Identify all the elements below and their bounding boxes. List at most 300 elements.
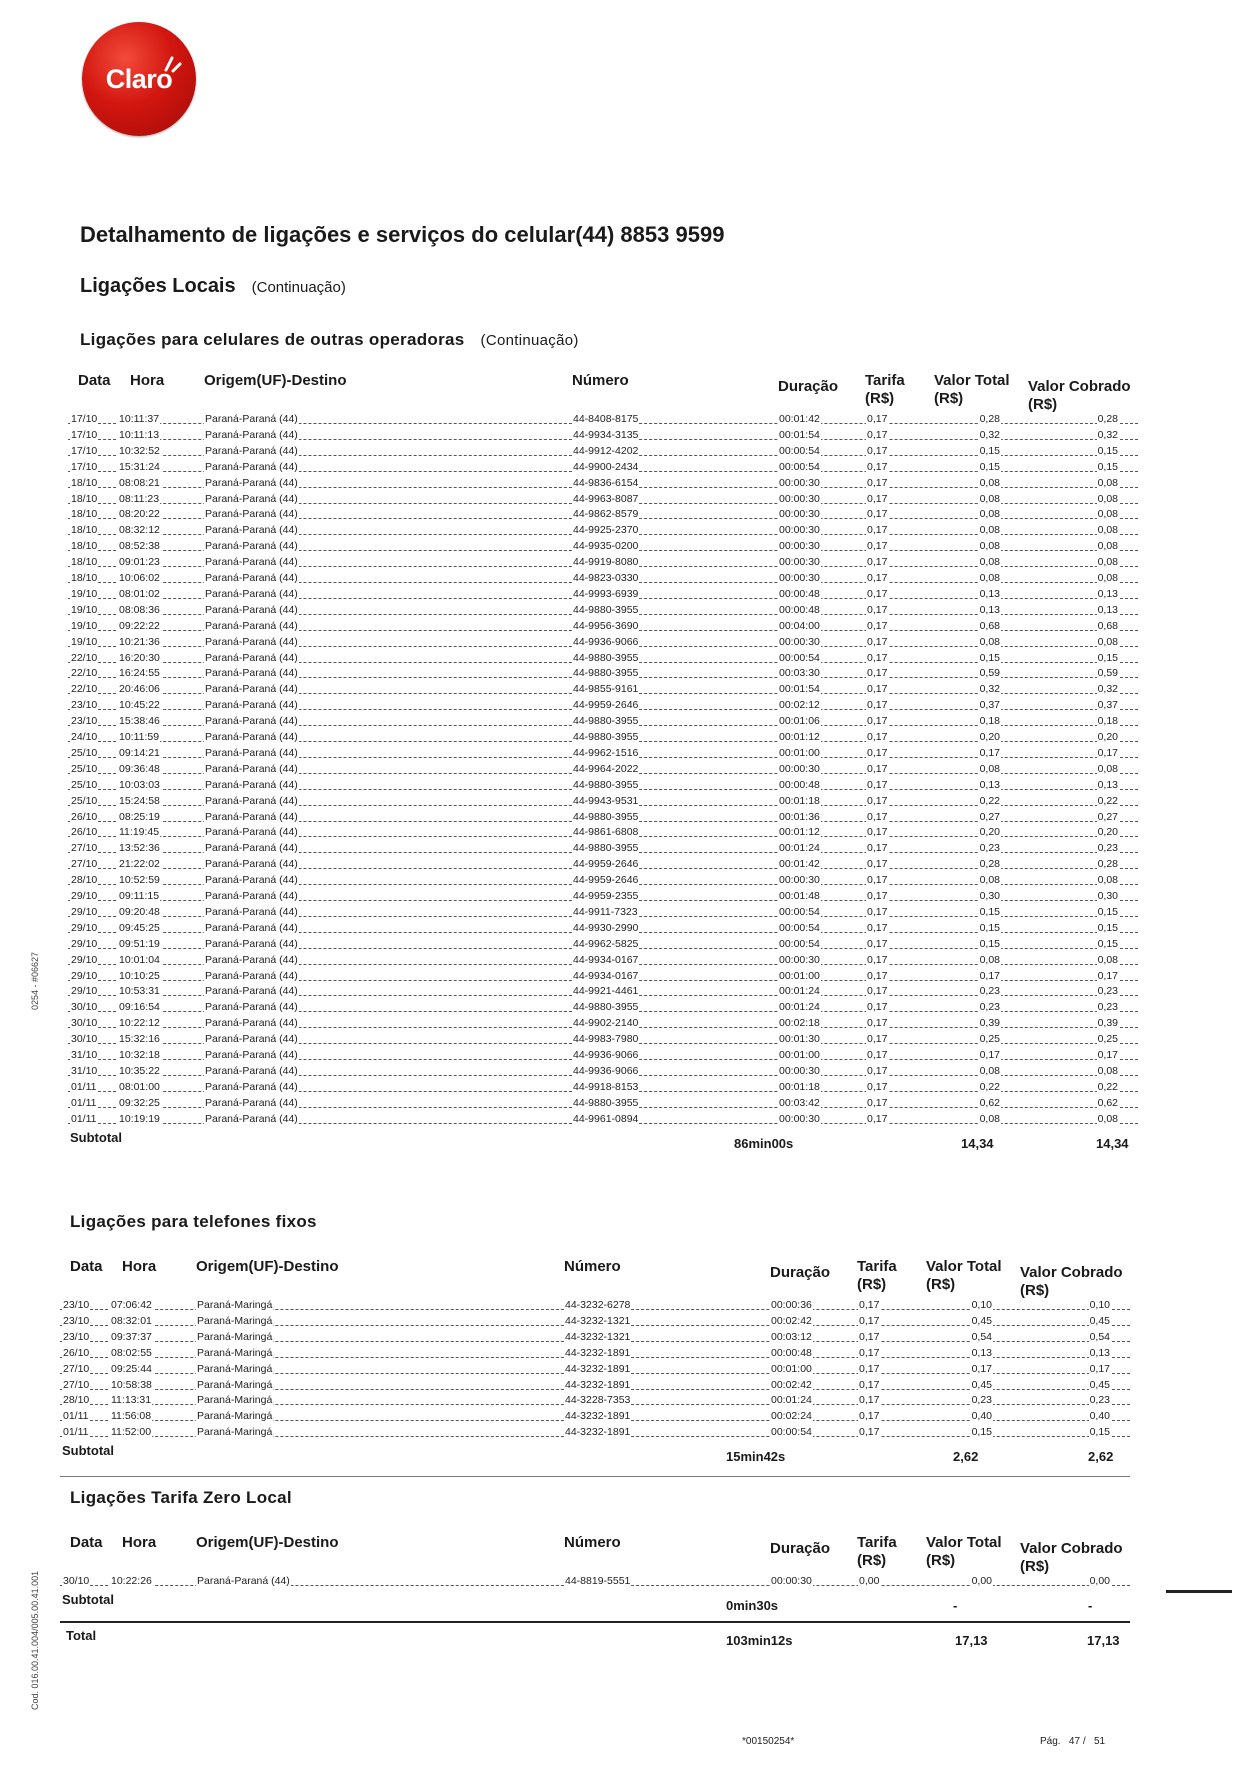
cell-tarifa: 0,17: [867, 858, 888, 871]
cell-cobrado: 0,30: [1097, 890, 1118, 902]
cell-total: 0,23: [979, 1001, 1000, 1014]
cell-duracao: 00:01:24: [779, 842, 820, 855]
cell-total: 0,45: [971, 1314, 992, 1327]
cell-origem: Paraná-Paraná (44): [205, 715, 298, 728]
cell-duracao: 00:00:54: [779, 921, 820, 934]
cell-origem: Paraná-Paraná (44): [205, 619, 298, 632]
cell-data: 22/10: [71, 683, 98, 696]
cell-hora: 08:20:22: [119, 508, 160, 521]
cell-data: 23/10: [63, 1299, 90, 1311]
table-row: [68, 1112, 1138, 1128]
cell-data: 23/10: [71, 715, 98, 728]
cell-cobrado: 0,15: [1097, 444, 1118, 457]
cell-duracao: 00:00:54: [779, 651, 820, 664]
table-row: [68, 555, 1138, 571]
cell-total: 0,08: [979, 635, 1000, 648]
cell-numero: 44-9934-3135: [573, 428, 639, 441]
cell-origem: Paraná-Paraná (44): [205, 921, 298, 934]
table-row: [68, 1016, 1138, 1032]
cell-origem: Paraná-Maringá: [197, 1346, 273, 1359]
column-header-hora: Hora: [122, 1258, 157, 1275]
table-row: [68, 746, 1138, 762]
cell-tarifa: 0,17: [859, 1314, 880, 1327]
cell-hora: 09:32:25: [119, 1096, 160, 1109]
cell-duracao: 00:00:54: [779, 905, 820, 918]
cell-cobrado: 0,32: [1097, 683, 1118, 696]
cell-numero: 44-9823-0330: [573, 572, 639, 584]
cell-numero: 44-9880-3955: [573, 1096, 639, 1109]
cell-total: 0,23: [979, 842, 1000, 855]
cell-data: 01/11: [63, 1426, 89, 1439]
table-row: [68, 507, 1138, 523]
cell-tarifa: 0,17: [867, 921, 888, 934]
total-label: Total: [66, 1628, 97, 1643]
cell-duracao: 00:02:12: [779, 699, 820, 712]
cell-duracao: 00:00:30: [779, 508, 820, 521]
cell-origem: Paraná-Paraná (44): [205, 524, 298, 537]
subsection-mobile-title: Ligações para celulares de outras operadoras (Continuação): [80, 330, 579, 349]
cell-data: 27/10: [71, 842, 98, 855]
table-row: [68, 873, 1138, 889]
cell-origem: Paraná-Paraná (44): [205, 953, 298, 966]
cell-cobrado: 0,62: [1097, 1096, 1118, 1109]
cell-cobrado: 0,54: [1089, 1330, 1110, 1343]
page-number: Pág. 47 / 51: [1040, 1736, 1106, 1747]
cell-hora: 10:52:59: [119, 874, 160, 887]
cell-total: 0,08: [979, 1064, 1000, 1077]
cell-duracao: 00:03:42: [779, 1096, 820, 1109]
cell-data: 17/10: [71, 460, 98, 473]
table-row: [68, 682, 1138, 698]
cell-numero: 44-3232-1891: [565, 1378, 631, 1391]
cell-total: 0,15: [971, 1426, 992, 1439]
cell-cobrado: 0,08: [1097, 1064, 1118, 1077]
table-row: [68, 794, 1138, 810]
table-row: [68, 476, 1138, 492]
cell-numero: 44-9861-6808: [573, 826, 639, 839]
cell-hora: 11:56:08: [111, 1410, 152, 1423]
cell-hora: 08:01:02: [119, 587, 160, 600]
cell-cobrado: 0,08: [1097, 556, 1118, 569]
cell-tarifa: 0,17: [867, 444, 888, 457]
column-header-data: Data: [70, 1258, 103, 1275]
cell-numero: 44-9962-5825: [573, 937, 639, 950]
cell-total: 0,15: [979, 921, 1000, 934]
cell-numero: 44-9912-4202: [573, 444, 639, 457]
cell-tarifa: 0,17: [867, 731, 888, 743]
cell-total: 0,20: [979, 826, 1000, 839]
cell-total: 0,45: [971, 1378, 992, 1391]
cell-duracao: 00:01:54: [779, 683, 820, 696]
cell-tarifa: 0,17: [867, 460, 888, 473]
cell-origem: Paraná-Paraná (44): [205, 731, 298, 743]
cell-cobrado: 0,08: [1097, 572, 1118, 584]
cell-tarifa: 0,17: [867, 1112, 888, 1125]
cell-tarifa: 0,17: [867, 1080, 888, 1093]
cell-hora: 09:01:23: [119, 556, 160, 569]
cell-hora: 10:22:26: [111, 1575, 152, 1587]
cell-origem: Paraná-Paraná (44): [205, 969, 298, 982]
cell-cobrado: 0,45: [1089, 1378, 1110, 1391]
cell-hora: 09:51:19: [119, 937, 160, 950]
cell-cobrado: 0,22: [1097, 794, 1118, 807]
cell-data: 24/10: [71, 731, 98, 743]
cell-cobrado: 0,20: [1097, 826, 1118, 839]
cell-origem: Paraná-Paraná (44): [205, 508, 298, 521]
cell-origem: Paraná-Paraná (44): [205, 587, 298, 600]
cell-data: 27/10: [71, 858, 98, 871]
cell-numero: 44-9902-2140: [573, 1017, 639, 1030]
cell-duracao: 00:00:30: [779, 953, 820, 966]
logo-signal-icon: [162, 54, 184, 74]
cell-hora: 11:19:45: [119, 826, 160, 839]
cell-cobrado: 0,23: [1089, 1394, 1110, 1407]
cell-total: 0,54: [971, 1330, 992, 1343]
column-header-total: Valor Total (R$): [934, 372, 1010, 407]
cell-origem: Paraná-Maringá: [197, 1314, 273, 1327]
cell-duracao: 00:01:24: [779, 1001, 820, 1014]
cell-tarifa: 0,17: [867, 826, 888, 839]
table-row: [68, 619, 1138, 635]
cell-data: 18/10: [71, 540, 98, 553]
table-row: [68, 412, 1138, 428]
cell-duracao: 00:01:54: [779, 428, 820, 441]
subtotal-label: Subtotal: [70, 1129, 122, 1145]
column-header-origem: Origem(UF)-Destino: [204, 372, 347, 389]
cell-numero: 44-9959-2646: [573, 874, 639, 887]
cell-total: 0,32: [979, 683, 1000, 696]
cell-numero: 44-9862-8579: [573, 508, 639, 521]
cell-duracao: 00:00:30: [779, 540, 820, 553]
cell-tarifa: 0,17: [867, 413, 888, 425]
cell-data: 27/10: [63, 1378, 90, 1391]
table-row: [60, 1378, 1130, 1394]
column-header-tarifa: Tarifa (R$): [865, 372, 905, 407]
cell-tarifa: 0,17: [867, 635, 888, 648]
cell-numero: 44-3232-1891: [565, 1426, 631, 1439]
cell-numero: 44-9880-3955: [573, 715, 639, 728]
cell-data: 30/10: [71, 1033, 98, 1046]
table-row: [68, 492, 1138, 508]
cell-tarifa: 0,17: [859, 1346, 880, 1359]
cell-numero: 44-3232-6278: [565, 1299, 631, 1311]
cell-tarifa: 0,17: [867, 969, 888, 982]
cell-origem: Paraná-Paraná (44): [205, 794, 298, 807]
cell-tarifa: 0,17: [867, 1001, 888, 1014]
cell-origem: Paraná-Paraná (44): [205, 651, 298, 664]
cell-origem: Paraná-Paraná (44): [205, 699, 298, 712]
cell-tarifa: 0,17: [867, 524, 888, 537]
table-row: [68, 444, 1138, 460]
column-header-total: Valor Total (R$): [926, 1534, 1002, 1569]
cell-data: 01/11: [71, 1112, 97, 1125]
total-value: 17,13: [955, 1633, 988, 1648]
column-header-duracao: Duração: [778, 378, 839, 395]
cell-tarifa: 0,17: [867, 762, 888, 775]
cell-numero: 44-9880-3955: [573, 810, 639, 823]
cell-total: 0,08: [979, 524, 1000, 537]
cell-numero: 44-3232-1891: [565, 1410, 631, 1423]
cell-numero: 44-9936-9066: [573, 1049, 639, 1061]
cell-data: 31/10: [71, 1049, 98, 1061]
cell-tarifa: 0,17: [867, 1033, 888, 1046]
cell-hora: 21:22:02: [119, 858, 160, 871]
cell-origem: Paraná-Paraná (44): [205, 1001, 298, 1014]
cell-hora: 09:11:15: [119, 890, 160, 902]
cell-origem: Paraná-Paraná (44): [205, 874, 298, 887]
cell-tarifa: 0,17: [867, 715, 888, 728]
cell-tarifa: 0,17: [859, 1299, 880, 1311]
cell-duracao: 00:00:30: [779, 524, 820, 537]
cell-total: 0,17: [979, 746, 1000, 759]
cell-total: 0,39: [979, 1017, 1000, 1030]
cell-cobrado: 0,13: [1097, 778, 1118, 791]
cell-duracao: 00:00:48: [779, 778, 820, 791]
cell-cobrado: 0,08: [1097, 635, 1118, 648]
cell-total: 0,15: [979, 905, 1000, 918]
cell-hora: 10:11:37: [119, 413, 160, 425]
cell-numero: 44-9959-2646: [573, 858, 639, 871]
cell-origem: Paraná-Paraná (44): [205, 1017, 298, 1030]
cell-numero: 44-9993-6939: [573, 587, 639, 600]
cell-duracao: 00:01:18: [779, 794, 820, 807]
cell-hora: 09:14:21: [119, 746, 160, 759]
cell-hora: 08:32:12: [119, 524, 160, 537]
cell-hora: 10:45:22: [119, 699, 160, 712]
table-row: [68, 889, 1138, 905]
cell-tarifa: 0,17: [867, 953, 888, 966]
barcode-text: *00150254*: [742, 1736, 795, 1747]
cell-origem: Paraná-Paraná (44): [205, 1080, 298, 1093]
cell-data: 30/10: [71, 1017, 98, 1030]
cell-numero: 44-9959-2646: [573, 699, 639, 712]
cell-data: 25/10: [71, 778, 98, 791]
cell-tarifa: 0,17: [867, 572, 888, 584]
table-row: [60, 1362, 1130, 1378]
table-row: [68, 603, 1138, 619]
cell-tarifa: 0,17: [859, 1410, 880, 1423]
cell-data: 29/10: [71, 985, 98, 998]
cell-origem: Paraná-Maringá: [197, 1299, 273, 1311]
cell-numero: 44-9919-8080: [573, 556, 639, 569]
column-header-numero: Número: [564, 1534, 621, 1551]
cell-total: 0,15: [979, 937, 1000, 950]
subtotal-duracao: 86min00s: [734, 1135, 794, 1151]
cell-duracao: 00:01:36: [779, 810, 820, 823]
table-row: [68, 651, 1138, 667]
cell-data: 25/10: [71, 794, 98, 807]
cell-hora: 10:32:18: [119, 1049, 160, 1061]
zero-tariff-table: [60, 1534, 1130, 1614]
subtotal-label: Subtotal: [62, 1591, 114, 1607]
cell-origem: Paraná-Paraná (44): [205, 428, 298, 441]
total-divider: [60, 1621, 1130, 1623]
column-header-duracao: Duração: [770, 1540, 831, 1557]
cell-data: 01/11: [63, 1410, 89, 1423]
cell-total: 0,08: [979, 476, 1000, 489]
subtotal-total: -: [953, 1597, 958, 1613]
cell-origem: Paraná-Paraná (44): [197, 1575, 290, 1587]
cell-tarifa: 0,17: [867, 683, 888, 696]
cell-cobrado: 0,45: [1089, 1314, 1110, 1327]
cell-total: 0,13: [979, 603, 1000, 616]
cell-hora: 08:08:36: [119, 603, 160, 616]
cell-tarifa: 0,17: [867, 810, 888, 823]
cell-duracao: 00:02:42: [771, 1378, 812, 1391]
cell-duracao: 00:00:54: [779, 444, 820, 457]
cell-duracao: 00:00:30: [779, 874, 820, 887]
cell-data: 01/11: [71, 1080, 97, 1093]
cell-origem: Paraná-Paraná (44): [205, 858, 298, 871]
cell-tarifa: 0,17: [867, 667, 888, 680]
cell-cobrado: 0,23: [1097, 985, 1118, 998]
cell-total: 0,28: [979, 858, 1000, 871]
column-header-tarifa: Tarifa (R$): [857, 1258, 897, 1293]
cell-data: 18/10: [71, 524, 98, 537]
cell-cobrado: 0,08: [1097, 476, 1118, 489]
cell-duracao: 00:00:48: [779, 603, 820, 616]
cell-origem: Paraná-Maringá: [197, 1410, 273, 1423]
cell-numero: 44-9936-9066: [573, 635, 639, 648]
column-header-tarifa: Tarifa (R$): [857, 1534, 897, 1569]
cell-cobrado: 0,23: [1097, 842, 1118, 855]
table-row: [68, 984, 1138, 1000]
cell-data: 19/10: [71, 587, 98, 600]
cell-numero: 44-9921-4461: [573, 985, 639, 998]
cell-tarifa: 0,17: [867, 794, 888, 807]
cell-data: 31/10: [71, 1064, 98, 1077]
cell-numero: 44-9880-3955: [573, 1001, 639, 1014]
column-header-hora: Hora: [130, 372, 165, 389]
cell-tarifa: 0,17: [867, 651, 888, 664]
page-title: Detalhamento de ligações e serviços do celular(44) 8853 9599: [80, 222, 725, 247]
cell-tarifa: 0,17: [867, 890, 888, 902]
table-row: [60, 1330, 1130, 1346]
cell-cobrado: 0,37: [1097, 699, 1118, 712]
cell-numero: 44-9943-9531: [573, 794, 639, 807]
cell-hora: 10:10:25: [119, 969, 160, 982]
cell-hora: 07:06:42: [111, 1299, 152, 1311]
cell-total: 0,28: [979, 413, 1000, 425]
column-header-numero: Número: [572, 372, 629, 389]
cell-data: 29/10: [71, 921, 98, 934]
cell-hora: 11:52:00: [111, 1426, 152, 1439]
cell-duracao: 00:01:06: [779, 715, 820, 728]
cell-data: 18/10: [71, 492, 98, 505]
cell-cobrado: 0,08: [1097, 953, 1118, 966]
cell-tarifa: 0,17: [867, 587, 888, 600]
cell-cobrado: 0,68: [1097, 619, 1118, 632]
subtotal-total: 2,62: [953, 1449, 979, 1465]
margin-mark: [1166, 1590, 1232, 1593]
table-row: [68, 460, 1138, 476]
table-row: [68, 1032, 1138, 1048]
cell-duracao: 00:01:42: [779, 858, 820, 871]
table-row: [68, 937, 1138, 953]
cell-cobrado: 0,17: [1097, 1049, 1118, 1061]
cell-data: 23/10: [63, 1314, 90, 1327]
column-header-numero: Número: [564, 1258, 621, 1275]
cell-total: 0,13: [979, 778, 1000, 791]
cell-hora: 09:37:37: [111, 1330, 152, 1343]
cell-duracao: 00:00:48: [779, 587, 820, 600]
cell-tarifa: 0,17: [867, 1096, 888, 1109]
cell-origem: Paraná-Paraná (44): [205, 746, 298, 759]
side-code-top: 0254 - #06627: [30, 951, 40, 1010]
column-header-data: Data: [70, 1534, 103, 1551]
cell-hora: 10:35:22: [119, 1064, 160, 1077]
cell-cobrado: 0,00: [1089, 1575, 1110, 1587]
cell-origem: Paraná-Maringá: [197, 1330, 273, 1343]
cell-cobrado: 0,08: [1097, 762, 1118, 775]
cell-total: 0,59: [979, 667, 1000, 680]
cell-numero: 44-9983-7980: [573, 1033, 639, 1046]
cell-cobrado: 0,32: [1097, 428, 1118, 441]
cell-cobrado: 0,17: [1097, 969, 1118, 982]
cell-hora: 08:08:21: [119, 476, 160, 489]
cell-numero: 44-3228-7353: [565, 1394, 631, 1407]
cell-origem: Paraná-Paraná (44): [205, 842, 298, 855]
cell-total: 0,08: [979, 953, 1000, 966]
cell-data: 29/10: [71, 905, 98, 918]
subsection-fixed-title: Ligações para telefones fixos: [70, 1212, 317, 1231]
cell-tarifa: 0,17: [867, 1017, 888, 1030]
table-row: [68, 571, 1138, 587]
cell-cobrado: 0,13: [1097, 587, 1118, 600]
cell-numero: 44-9961-0894: [573, 1112, 639, 1125]
cell-tarifa: 0,17: [867, 540, 888, 553]
cell-tarifa: 0,17: [859, 1394, 880, 1407]
cell-duracao: 00:04:00: [779, 619, 820, 632]
cell-hora: 10:53:31: [119, 985, 160, 998]
cell-cobrado: 0,08: [1097, 540, 1118, 553]
cell-cobrado: 0,15: [1089, 1426, 1110, 1439]
cell-hora: 08:11:23: [119, 492, 160, 505]
cell-origem: Paraná-Paraná (44): [205, 635, 298, 648]
cell-total: 0,08: [979, 540, 1000, 553]
cell-numero: 44-9934-0167: [573, 953, 639, 966]
cell-tarifa: 0,17: [867, 746, 888, 759]
cell-numero: 44-9925-2370: [573, 524, 639, 537]
cell-hora: 10:01:04: [119, 953, 160, 966]
cell-data: 19/10: [71, 603, 98, 616]
cell-numero: 44-9836-6154: [573, 476, 639, 489]
cell-total: 0,08: [979, 1112, 1000, 1125]
cell-duracao: 00:00:30: [779, 762, 820, 775]
cell-origem: Paraná-Paraná (44): [205, 683, 298, 696]
cell-data: 30/10: [63, 1575, 90, 1587]
cell-origem: Paraná-Paraná (44): [205, 444, 298, 457]
section-divider: [60, 1476, 1130, 1477]
cell-numero: 44-9880-3955: [573, 603, 639, 616]
cell-origem: Paraná-Paraná (44): [205, 1112, 298, 1125]
cell-tarifa: 0,17: [867, 556, 888, 569]
table-row: [68, 714, 1138, 730]
cell-cobrado: 0,15: [1097, 460, 1118, 473]
cell-origem: Paraná-Paraná (44): [205, 667, 298, 680]
cell-hora: 10:58:38: [111, 1378, 152, 1391]
cell-numero: 44-8819-5551: [565, 1575, 631, 1587]
subtotal-cobrado: -: [1088, 1597, 1093, 1613]
cell-origem: Paraná-Maringá: [197, 1362, 273, 1375]
cell-hora: 15:31:24: [119, 460, 160, 473]
table-row: [60, 1393, 1130, 1409]
cell-tarifa: 0,17: [859, 1362, 880, 1375]
cell-hora: 16:24:55: [119, 667, 160, 680]
cell-origem: Paraná-Paraná (44): [205, 556, 298, 569]
cell-cobrado: 0,08: [1097, 508, 1118, 521]
subtotal-label: Subtotal: [62, 1443, 114, 1459]
